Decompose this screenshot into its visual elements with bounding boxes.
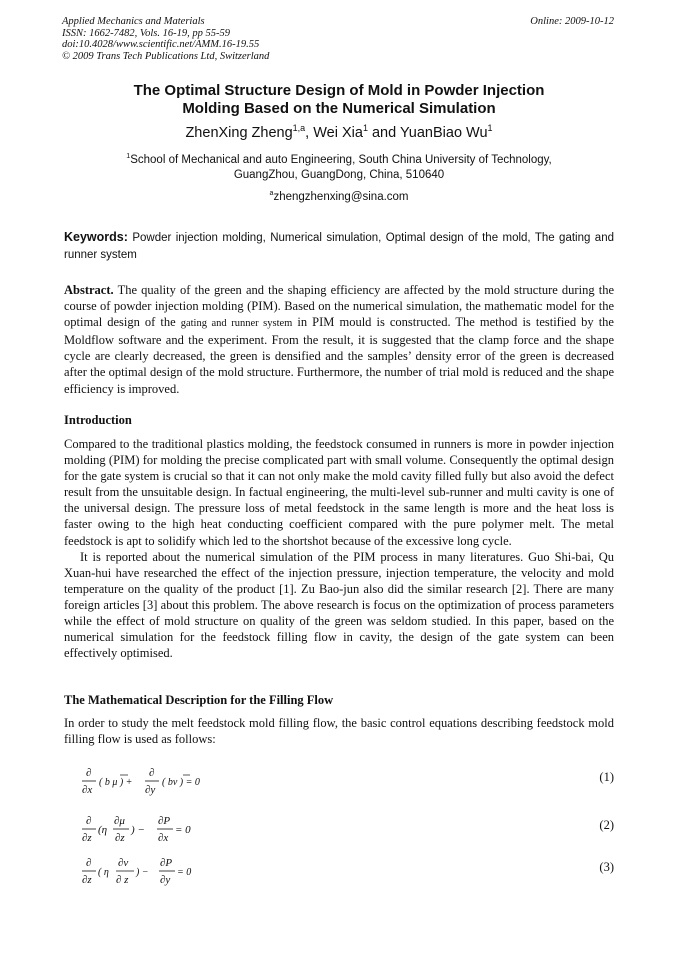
eq3-num-inner: ∂ν: [118, 857, 129, 869]
eq1-term-1: ( b μ ) +: [99, 777, 133, 788]
journal-header: [62, 16, 269, 62]
eq3-den-z: ∂z: [82, 874, 92, 886]
author-2-affil: 1: [362, 123, 368, 134]
eq2-num-inner: ∂μ: [114, 815, 125, 827]
eq1-partial: ∂: [86, 767, 92, 779]
equation-number-1: (1): [599, 770, 614, 784]
author-separator: ,: [305, 125, 314, 141]
math-intro-text: In order to study the melt feedstock mold filling flow, the basic control equations describing feedstock mold filling flow is used as follows:: [64, 716, 614, 747]
affiliation-line-2: GuangZhou, GuangDong, China, 510640: [233, 169, 445, 181]
author-3-affil: 1: [487, 123, 493, 134]
email-marker: a: [269, 189, 274, 198]
abstract-label: Abstract.: [64, 283, 114, 297]
author-3: YuanBiao Wu: [399, 125, 488, 141]
paper-title: [64, 82, 614, 118]
eq2-term-1: (η: [98, 824, 108, 836]
issn: ISSN: 1662-7482, Vols. 16-19, pp 55-59: [62, 27, 230, 39]
equation-1: [80, 762, 614, 802]
eq2-den-z: ∂z: [82, 832, 92, 844]
doi: doi:10.4028/www.scientific.net/AMM.16-19.55: [62, 39, 260, 50]
eq3-num-p: ∂P: [160, 857, 173, 869]
eq3-partial: ∂: [86, 857, 92, 869]
eq1-term-2: ( bv ) = 0: [162, 777, 200, 788]
eq1-partial-2: ∂: [149, 767, 155, 779]
equation-2: [80, 810, 614, 850]
author-2: Wei Xia: [313, 125, 363, 141]
intro-paragraph-2: It is reported about the numerical simulation of the PIM process in many literatures. Guo Shi-bai, Qu Xuan-hui have researched the effect of the injection pressure, injection temperature, the velocity and mold temperature on the quality of the product [1]. Zu Bao-jun also did the similar research [2]. There are many foreign articles [3] about this problem. The above research is focus on the optimization of process parameters while the effect of mold structure on quality of the green was seldom studied. In this paper, based on the numerical simulation for the feedstock filling flow in cavity, the design of the gate system can been effectively optimised.: [64, 549, 614, 661]
eq3-den-p: ∂y: [160, 874, 171, 886]
keywords-label: Keywords:: [64, 230, 128, 244]
eq3-den-inner: ∂ z: [116, 874, 129, 886]
abstract: [64, 282, 614, 397]
author-1-affil: 1,a: [292, 123, 306, 134]
eq2-den-p: ∂x: [158, 832, 169, 844]
keywords-text: Powder injection molding, Numerical simulation, Optimal design of the mold, The gating and runner system: [64, 232, 614, 261]
abstract-text: The quality of the green and the shaping efficiency are affected by the mold structure during the course of powder injection molding (PIM). Based on the numerical simulation, the mathematic model for the optimal design of the: [64, 283, 614, 330]
abstract-small-text: gating and runner system: [180, 318, 293, 330]
eq2-num-p: ∂P: [158, 815, 171, 827]
affiliation-line-1: School of Mechanical and auto Engineering, South China University of Technology,: [130, 154, 552, 166]
eq1-den-x: ∂x: [82, 784, 93, 796]
equation-number-3: (3): [599, 860, 614, 874]
copyright: © 2009 Trans Tech Publications Ltd, Switzerland: [62, 50, 270, 62]
author-email: [64, 191, 614, 203]
online-date: Online: 2009-10-12: [530, 16, 614, 27]
title-line-1: The Optimal Structure Design of Mold in Powder Injection: [133, 82, 545, 99]
email-address: zhengzhenxing@sina.com: [273, 191, 409, 203]
section-heading-math: The Mathematical Description for the Filling Flow: [64, 693, 334, 707]
author-separator: and: [367, 125, 400, 141]
abstract-text: in PIM mould is constructed. The method is testified by the Moldflow software and the experiment. From the result, it is suggested that the clamp force and the shape cycle are clearly decreased, the green is densified and the samples’ density error of the green is decreased after the optimal design of the mold structure. Furthermore, the number of trial mold is reduced and the shape efficiency is improved.: [64, 315, 614, 396]
affiliation: [64, 153, 614, 183]
section-heading-introduction: Introduction: [64, 413, 132, 427]
eq3-term-2: ) −: [136, 867, 149, 878]
eq2-den-inner: ∂z: [115, 832, 125, 844]
title-line-2: Molding Based on the Numerical Simulation: [182, 100, 496, 117]
eq2-partial: ∂: [86, 815, 92, 827]
keywords: [64, 229, 614, 263]
introduction-body: [64, 436, 614, 661]
equation-number-2: (2): [599, 818, 614, 832]
eq3-term-3: = 0: [177, 867, 192, 878]
author-1: ZhenXing Zheng: [185, 125, 293, 141]
eq2-term-2: ) −: [131, 824, 145, 836]
affiliation-marker: 1: [126, 152, 131, 161]
eq2-term-3: = 0: [175, 824, 191, 836]
author-list: [64, 125, 614, 141]
journal-name: Applied Mechanics and Materials: [62, 16, 205, 27]
intro-paragraph-1: Compared to the traditional plastics molding, the feedstock consumed in runners is more in powder injection molding (PIM) for molding the precise complicated part with small volume. Consequently the optimal design for the gate system is crucial so that it can not only make the mold cavity filled fully but also avoid the defect result from the unsuitable design. In factual engineering, the multi-level sub-runner and multi cavity is one of the universal design. The pressure loss of metal feedstock in the same length is more and the heat loss is faster owing to the high heat conducting coefficient compared with the pure polymer melt. The metal feedstock is apt to solidify which led to the shortshot because of the excessive long cycle.: [64, 437, 614, 548]
eq3-term-1: ( η: [98, 867, 109, 878]
eq1-den-y: ∂y: [145, 784, 156, 796]
equation-3: [80, 852, 614, 892]
